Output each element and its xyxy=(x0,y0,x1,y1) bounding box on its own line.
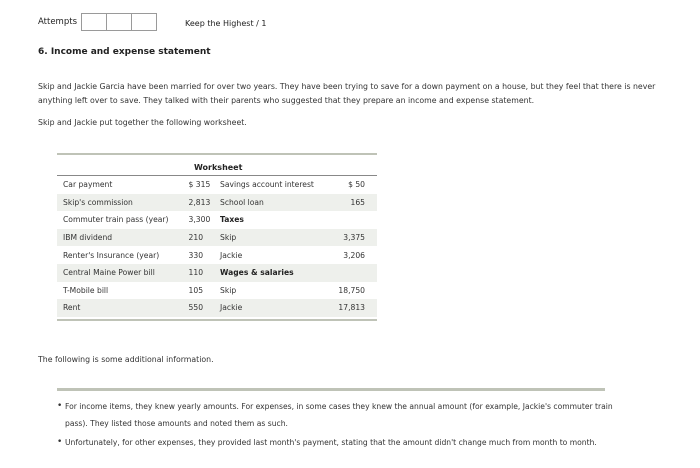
worksheet-amount: 3,300 xyxy=(188,215,211,225)
worksheet-item: Central Maine Power bill xyxy=(57,264,185,282)
worksheet-item: Commuter train pass (year) xyxy=(63,215,169,225)
worksheet-item: Jackie xyxy=(214,299,328,317)
worksheet-amount xyxy=(328,211,377,229)
worksheet-item: Renter's Insurance (year) xyxy=(63,250,160,260)
worksheet-amount: 210 xyxy=(185,229,214,247)
intro-paragraph: Skip and Jackie Garcia have been married for over two years. They have been trying to save for a down payment on a house, but they feel that there is never anything left over to save. They talked with their parents who suggested that they prepare an income and expense statement. xyxy=(38,82,656,105)
worksheet-amount: 330 xyxy=(188,250,204,260)
worksheet-item: Skip's commission xyxy=(57,194,185,212)
attempt-box xyxy=(81,13,107,31)
worksheet-top-rule xyxy=(57,153,377,155)
table-row xyxy=(57,299,377,317)
table-row xyxy=(57,264,377,282)
attempts-row xyxy=(38,12,156,32)
worksheet-amount: $ 50 xyxy=(348,180,365,190)
additional-info-rule xyxy=(57,388,605,391)
attempt-box xyxy=(106,13,132,31)
worksheet-amount: 3,375 xyxy=(328,229,377,247)
worksheet-title: Worksheet xyxy=(194,163,243,172)
attempt-box xyxy=(131,13,157,31)
worksheet-amount: 110 xyxy=(185,264,214,282)
worksheet-item: Skip xyxy=(214,229,328,247)
worksheet-item: Rent xyxy=(57,299,185,317)
worksheet-amount: 550 xyxy=(185,299,214,317)
worksheet-amount xyxy=(328,264,377,282)
table-row xyxy=(57,211,377,229)
worksheet-item: T-Mobile bill xyxy=(63,285,109,295)
worksheet-amount: 3,206 xyxy=(343,250,365,260)
worksheet-item: Skip xyxy=(220,285,237,295)
attempt-boxes xyxy=(81,13,156,31)
keep-highest-label: Keep the Highest / 1 xyxy=(185,19,267,28)
attempts-label: Attempts xyxy=(38,17,77,27)
table-row xyxy=(57,282,377,300)
worksheet-amount: $ 315 xyxy=(188,180,211,190)
worksheet-amount: 17,813 xyxy=(328,299,377,317)
additional-info-list xyxy=(57,398,617,453)
question-title: 6. Income and expense statement xyxy=(38,47,211,57)
table-row xyxy=(57,246,377,264)
worksheet-item: Savings account interest xyxy=(220,180,314,190)
table-row xyxy=(57,229,377,247)
worksheet-section-header: Taxes xyxy=(220,215,244,225)
table-row xyxy=(57,176,377,194)
worksheet-item: Jackie xyxy=(220,250,243,260)
worksheet-item: IBM dividend xyxy=(57,229,185,247)
worksheet-amount: 105 xyxy=(188,285,204,295)
worksheet-item: Car payment xyxy=(63,180,113,190)
table-row xyxy=(57,194,377,212)
worksheet-item: School loan xyxy=(214,194,328,212)
worksheet-table xyxy=(57,176,377,317)
worksheet-intro: Skip and Jackie put together the following worksheet. xyxy=(38,118,247,127)
list-item: • Unfortunately, for other expenses, they provided last month's payment, stating that the amount didn't change much from month to month. xyxy=(57,434,617,451)
worksheet-section-header: Wages & salaries xyxy=(214,264,328,282)
worksheet-amount: 2,813 xyxy=(185,194,214,212)
worksheet-bottom-rule xyxy=(57,319,377,321)
worksheet-amount: 165 xyxy=(328,194,377,212)
list-item: • For income items, they knew yearly amounts. For expenses, in some cases they knew the annual amount (for example, Jackie's commuter train pass). They listed those amounts and noted them as such. xyxy=(57,398,617,432)
additional-info-intro: The following is some additional information. xyxy=(38,355,214,364)
worksheet-amount: 18,750 xyxy=(338,285,365,295)
